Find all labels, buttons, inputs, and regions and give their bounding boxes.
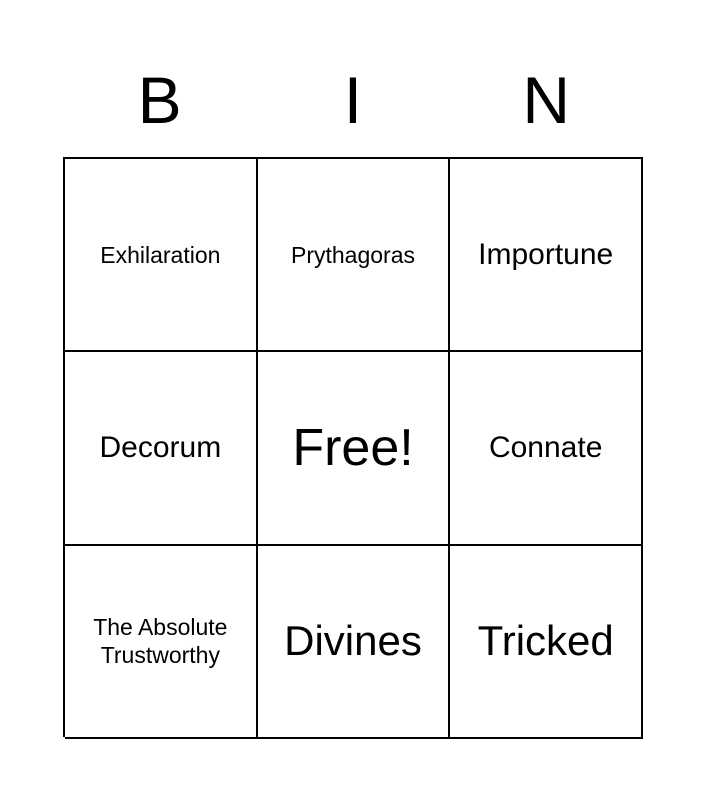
bingo-header-letter-i: I [343,63,363,137]
bingo-header-row [63,58,643,142]
bingo-grid-row [65,546,643,739]
bingo-cell-label: Importune [478,237,614,271]
bingo-cell-label: Exhilaration [100,241,221,268]
bingo-cell-label: Divines [284,617,422,665]
bingo-cell-label: Connate [488,430,603,464]
bingo-cell-r3c3[interactable] [450,546,643,739]
bingo-grid-row [65,352,643,545]
bingo-free-label: Free! [292,418,414,477]
bingo-cell-r3c1[interactable] [65,546,258,739]
bingo-cell-free-space[interactable] [258,352,451,545]
bingo-cell-label: The Absolute Trustworthy [93,614,228,669]
bingo-header-letter-n: N [522,63,571,137]
bingo-cell-label: Decorum [99,430,222,464]
bingo-cell-label: Tricked [477,617,614,665]
bingo-cell-r3c2[interactable] [258,546,451,739]
bingo-header-letter-b: B [137,63,182,137]
bingo-cell-label: Prythagoras [291,241,416,268]
bingo-cell-r1c3[interactable] [450,159,643,352]
bingo-cell-r1c2[interactable] [258,159,451,352]
bingo-cell-r2c1[interactable] [65,352,258,545]
bingo-grid-row [65,159,643,352]
bingo-cell-r1c1[interactable] [65,159,258,352]
bingo-cell-r2c3[interactable] [450,352,643,545]
bingo-grid [63,157,643,737]
